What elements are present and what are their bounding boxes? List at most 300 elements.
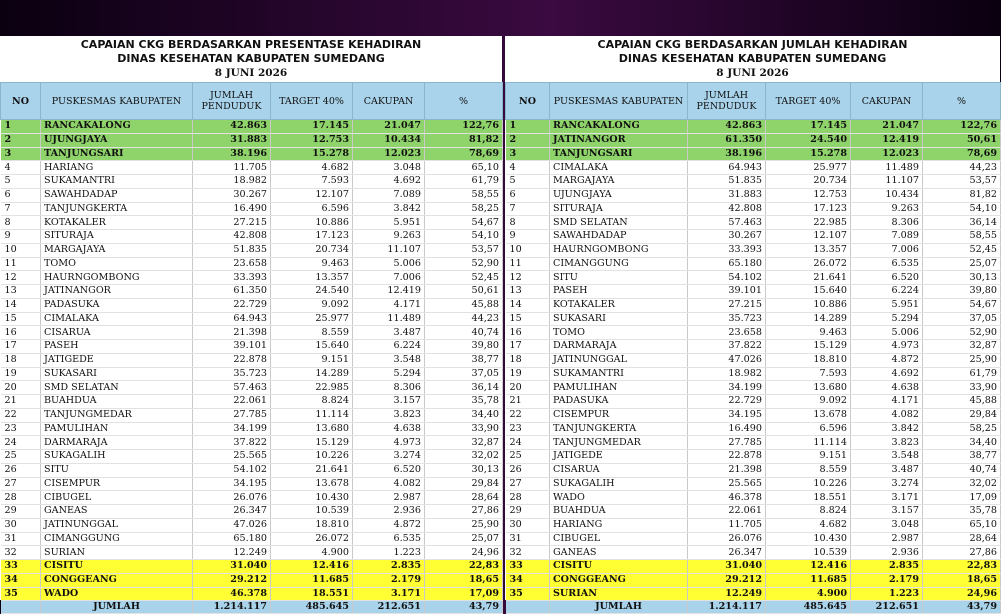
left-table-row[interactable]	[1, 546, 503, 560]
left-table-row[interactable]	[1, 243, 503, 257]
left-table-row[interactable]	[1, 353, 503, 367]
right-table-row[interactable]	[506, 202, 1001, 216]
left-table-row[interactable]	[1, 133, 503, 147]
left-table-row[interactable]	[1, 147, 503, 161]
right-cell-puskesmas: HAURNGOMBONG	[550, 243, 688, 257]
right-cell-cakupan: 3.823	[851, 436, 923, 450]
right-table-row[interactable]	[506, 422, 1001, 436]
left-cell-jumlah: 26.076	[193, 491, 271, 505]
right-cell-persen: 45,88	[923, 395, 1001, 409]
left-cell-no: 29	[1, 505, 41, 519]
right-cell-puskesmas: SITU	[550, 271, 688, 285]
left-cell-puskesmas: HARIANG	[41, 161, 193, 175]
left-cell-jumlah: 37.822	[193, 436, 271, 450]
right-cell-persen: 54,67	[923, 298, 1001, 312]
right-cell-persen: 34,40	[923, 436, 1001, 450]
right-table-row[interactable]	[506, 381, 1001, 395]
right-cell-jumlah: 42.863	[688, 120, 766, 134]
right-cell-persen: 40,74	[923, 463, 1001, 477]
right-cell-cakupan: 11.489	[851, 161, 923, 175]
left-cell-target: 17.145	[271, 120, 353, 134]
right-cell-target: 15.278	[766, 147, 851, 161]
right-total-persen: 43,79	[923, 601, 1001, 614]
left-cell-puskesmas: SAWAHDADAP	[41, 188, 193, 202]
left-table-row[interactable]	[1, 491, 503, 505]
left-cell-jumlah: 29.212	[193, 573, 271, 587]
right-cell-no: 11	[506, 257, 550, 271]
left-table-body	[1, 120, 503, 614]
right-table-row[interactable]	[506, 230, 1001, 244]
left-cell-puskesmas: PADASUKA	[41, 298, 193, 312]
right-cell-puskesmas: PADASUKA	[550, 395, 688, 409]
left-table-row[interactable]	[1, 560, 503, 574]
left-header-cakupan[interactable]: CAKUPAN	[353, 83, 425, 120]
left-cell-persen: 17,09	[425, 587, 503, 601]
left-table-row[interactable]	[1, 216, 503, 230]
left-cell-persen: 52,90	[425, 257, 503, 271]
left-cell-target: 9.151	[271, 353, 353, 367]
left-table-row[interactable]	[1, 120, 503, 134]
right-cell-cakupan: 11.107	[851, 175, 923, 189]
left-cell-target: 17.123	[271, 230, 353, 244]
right-total-empty	[506, 601, 550, 614]
right-table-row[interactable]	[506, 463, 1001, 477]
left-cell-jumlah: 35.723	[193, 367, 271, 381]
right-cell-no: 15	[506, 312, 550, 326]
right-table	[505, 82, 1001, 614]
left-table-row[interactable]	[1, 312, 503, 326]
right-cell-persen: 29,84	[923, 408, 1001, 422]
left-cell-persen: 34,40	[425, 408, 503, 422]
right-cell-puskesmas: TOMO	[550, 326, 688, 340]
left-cell-cakupan: 3.487	[353, 326, 425, 340]
right-table-row[interactable]	[506, 491, 1001, 505]
left-cell-cakupan: 4.973	[353, 436, 425, 450]
right-cell-no: 19	[506, 367, 550, 381]
left-table-row[interactable]	[1, 450, 503, 464]
right-cell-jumlah: 33.393	[688, 243, 766, 257]
left-cell-jumlah: 22.729	[193, 298, 271, 312]
right-cell-no: 25	[506, 450, 550, 464]
left-cell-target: 24.540	[271, 285, 353, 299]
left-cell-persen: 81,82	[425, 133, 503, 147]
right-cell-puskesmas: GANEAS	[550, 546, 688, 560]
left-table-row[interactable]	[1, 408, 503, 422]
left-cell-jumlah: 31.883	[193, 133, 271, 147]
left-table-row[interactable]	[1, 573, 503, 587]
left-table-row[interactable]	[1, 340, 503, 354]
left-cell-no: 26	[1, 463, 41, 477]
left-cell-puskesmas: JATINUNGGAL	[41, 518, 193, 532]
left-cell-puskesmas: PASEH	[41, 340, 193, 354]
left-cell-puskesmas: SURIAN	[41, 546, 193, 560]
right-cell-cakupan: 4.872	[851, 353, 923, 367]
right-cell-cakupan: 2.179	[851, 573, 923, 587]
right-cell-no: 33	[506, 560, 550, 574]
left-cell-target: 7.593	[271, 175, 353, 189]
right-total-cakupan: 212.651	[851, 601, 923, 614]
left-cell-no: 17	[1, 340, 41, 354]
left-cell-no: 32	[1, 546, 41, 560]
left-cell-persen: 36,14	[425, 381, 503, 395]
right-cell-puskesmas: KOTAKALER	[550, 298, 688, 312]
right-cell-no: 10	[506, 243, 550, 257]
left-cell-puskesmas: HAURNGOMBONG	[41, 271, 193, 285]
left-cell-persen: 40,74	[425, 326, 503, 340]
right-cell-cakupan: 6.224	[851, 285, 923, 299]
left-cell-cakupan: 2.936	[353, 505, 425, 519]
left-cell-no: 34	[1, 573, 41, 587]
left-cell-puskesmas: SUKAGALIH	[41, 450, 193, 464]
right-cell-jumlah: 51.835	[688, 175, 766, 189]
right-header-persen[interactable]: %	[923, 83, 1001, 120]
left-table-row[interactable]	[1, 271, 503, 285]
right-cell-target: 7.593	[766, 367, 851, 381]
right-cell-jumlah: 37.822	[688, 340, 766, 354]
left-table-row[interactable]	[1, 161, 503, 175]
left-table-row[interactable]	[1, 230, 503, 244]
right-header-puskesmas[interactable]: PUSKESMAS KABUPATEN	[550, 83, 688, 120]
left-header-puskesmas[interactable]: PUSKESMAS KABUPATEN	[41, 83, 193, 120]
left-table-row[interactable]	[1, 587, 503, 601]
right-cell-persen: 38,77	[923, 450, 1001, 464]
left-cell-no: 1	[1, 120, 41, 134]
left-cell-cakupan: 5.951	[353, 216, 425, 230]
right-cell-puskesmas: SAWAHDADAP	[550, 230, 688, 244]
right-table-row[interactable]	[506, 546, 1001, 560]
left-cell-no: 6	[1, 188, 41, 202]
right-cell-persen: 54,10	[923, 202, 1001, 216]
left-total-cakupan: 212.651	[353, 601, 425, 614]
right-cell-puskesmas: SMD SELATAN	[550, 216, 688, 230]
left-cell-target: 21.641	[271, 463, 353, 477]
left-header-persen[interactable]: %	[425, 83, 503, 120]
left-table-row[interactable]	[1, 518, 503, 532]
right-table-row[interactable]	[506, 560, 1001, 574]
left-cell-persen: 25,90	[425, 518, 503, 532]
right-header-jumlah[interactable]: JUMLAH PENDUDUK	[688, 83, 766, 120]
right-cell-target: 26.072	[766, 257, 851, 271]
left-table-row[interactable]	[1, 422, 503, 436]
right-table-row[interactable]	[506, 271, 1001, 285]
right-cell-persen: 53,57	[923, 175, 1001, 189]
left-cell-no: 7	[1, 202, 41, 216]
right-cell-puskesmas: HARIANG	[550, 518, 688, 532]
left-cell-no: 15	[1, 312, 41, 326]
left-cell-cakupan: 5.006	[353, 257, 425, 271]
right-cell-target: 9.092	[766, 395, 851, 409]
left-cell-cakupan: 11.489	[353, 312, 425, 326]
left-cell-puskesmas: BUAHDUA	[41, 395, 193, 409]
left-cell-target: 20.734	[271, 243, 353, 257]
right-cell-jumlah: 22.061	[688, 505, 766, 519]
left-cell-jumlah: 42.863	[193, 120, 271, 134]
right-cell-jumlah: 38.196	[688, 147, 766, 161]
left-cell-puskesmas: UJUNGJAYA	[41, 133, 193, 147]
right-table-row[interactable]	[506, 367, 1001, 381]
right-cell-no: 35	[506, 587, 550, 601]
left-cell-puskesmas: PAMULIHAN	[41, 422, 193, 436]
left-cell-cakupan: 4.692	[353, 175, 425, 189]
left-cell-persen: 29,84	[425, 477, 503, 491]
right-cell-jumlah: 57.463	[688, 216, 766, 230]
right-cell-jumlah: 30.267	[688, 230, 766, 244]
left-cell-target: 12.753	[271, 133, 353, 147]
left-cell-puskesmas: TANJUNGMEDAR	[41, 408, 193, 422]
right-cell-puskesmas: CONGGEANG	[550, 573, 688, 587]
right-cell-target: 15.640	[766, 285, 851, 299]
left-table	[0, 82, 503, 614]
right-cell-puskesmas: MARGAJAYA	[550, 175, 688, 189]
right-cell-no: 2	[506, 133, 550, 147]
left-cell-cakupan: 21.047	[353, 120, 425, 134]
right-table-row[interactable]	[506, 298, 1001, 312]
right-header-no[interactable]: NO	[506, 83, 550, 120]
right-total-row	[506, 601, 1001, 614]
right-cell-target: 9.151	[766, 450, 851, 464]
left-table-row[interactable]	[1, 188, 503, 202]
left-cell-no: 20	[1, 381, 41, 395]
left-cell-jumlah: 23.658	[193, 257, 271, 271]
right-cell-puskesmas: PAMULIHAN	[550, 381, 688, 395]
right-cell-cakupan: 10.434	[851, 188, 923, 202]
right-cell-cakupan: 2.835	[851, 560, 923, 574]
right-cell-jumlah: 47.026	[688, 353, 766, 367]
right-cell-no: 34	[506, 573, 550, 587]
left-title-block	[0, 36, 502, 82]
right-cell-no: 22	[506, 408, 550, 422]
left-cell-cakupan: 3.157	[353, 395, 425, 409]
right-cell-target: 12.753	[766, 188, 851, 202]
left-cell-no: 3	[1, 147, 41, 161]
right-cell-target: 13.680	[766, 381, 851, 395]
left-cell-jumlah: 25.565	[193, 450, 271, 464]
left-cell-jumlah: 47.026	[193, 518, 271, 532]
left-table-row[interactable]	[1, 463, 503, 477]
right-cell-no: 20	[506, 381, 550, 395]
left-cell-cakupan: 3.823	[353, 408, 425, 422]
right-table-row[interactable]	[506, 175, 1001, 189]
left-header-target[interactable]: TARGET 40%	[271, 83, 353, 120]
right-table-row[interactable]	[506, 133, 1001, 147]
right-table-row[interactable]	[506, 188, 1001, 202]
left-table-row[interactable]	[1, 381, 503, 395]
left-cell-persen: 35,78	[425, 395, 503, 409]
left-cell-no: 12	[1, 271, 41, 285]
left-cell-cakupan: 12.023	[353, 147, 425, 161]
right-cell-no: 30	[506, 518, 550, 532]
right-table-row[interactable]	[506, 353, 1001, 367]
left-cell-no: 33	[1, 560, 41, 574]
left-table-row[interactable]	[1, 298, 503, 312]
right-cell-no: 24	[506, 436, 550, 450]
right-cell-no: 7	[506, 202, 550, 216]
left-cell-puskesmas: SITURAJA	[41, 230, 193, 244]
left-cell-puskesmas: TOMO	[41, 257, 193, 271]
right-table-row[interactable]	[506, 532, 1001, 546]
left-cell-cakupan: 3.842	[353, 202, 425, 216]
left-cell-cakupan: 8.306	[353, 381, 425, 395]
left-cell-target: 15.129	[271, 436, 353, 450]
right-title: CAPAIAN CKG BERDASARKAN JUMLAH KEHADIRAN	[597, 38, 908, 51]
left-cell-persen: 30,13	[425, 463, 503, 477]
left-cell-jumlah: 16.490	[193, 202, 271, 216]
left-header-jumlah[interactable]: JUMLAH PENDUDUK	[193, 83, 271, 120]
right-table-row[interactable]	[506, 257, 1001, 271]
left-table-row[interactable]	[1, 175, 503, 189]
left-table-row[interactable]	[1, 395, 503, 409]
right-cell-no: 12	[506, 271, 550, 285]
left-cell-persen: 27,86	[425, 505, 503, 519]
right-cell-jumlah: 39.101	[688, 285, 766, 299]
left-cell-jumlah: 57.463	[193, 381, 271, 395]
right-table-row[interactable]	[506, 518, 1001, 532]
left-cell-no: 13	[1, 285, 41, 299]
right-subtitle: DINAS KESEHATAN KABUPATEN SUMEDANG	[618, 52, 887, 65]
right-cell-persen: 18,65	[923, 573, 1001, 587]
left-cell-target: 4.682	[271, 161, 353, 175]
left-cell-jumlah: 54.102	[193, 463, 271, 477]
left-total-target: 485.645	[271, 601, 353, 614]
right-table-row[interactable]	[506, 120, 1001, 134]
right-cell-cakupan: 4.171	[851, 395, 923, 409]
left-cell-target: 11.685	[271, 573, 353, 587]
right-table-row[interactable]	[506, 147, 1001, 161]
left-cell-no: 11	[1, 257, 41, 271]
left-cell-no: 19	[1, 367, 41, 381]
left-table-row[interactable]	[1, 367, 503, 381]
left-date: 8 JUNI 2026	[214, 67, 288, 79]
left-cell-puskesmas: SITU	[41, 463, 193, 477]
left-cell-persen: 38,77	[425, 353, 503, 367]
right-table-row[interactable]	[506, 573, 1001, 587]
right-header-cakupan[interactable]: CAKUPAN	[851, 83, 923, 120]
right-cell-persen: 25,90	[923, 353, 1001, 367]
right-cell-puskesmas: RANCAKALONG	[550, 120, 688, 134]
left-cell-no: 35	[1, 587, 41, 601]
left-header-row	[1, 83, 503, 120]
right-table-row[interactable]	[506, 312, 1001, 326]
left-total-jumlah: 1.214.117	[193, 601, 271, 614]
right-table-row[interactable]	[506, 395, 1001, 409]
left-cell-target: 18.551	[271, 587, 353, 601]
right-table-row[interactable]	[506, 243, 1001, 257]
right-cell-no: 28	[506, 491, 550, 505]
right-cell-puskesmas: DARMARAJA	[550, 340, 688, 354]
right-table-row[interactable]	[506, 340, 1001, 354]
left-cell-cakupan: 10.434	[353, 133, 425, 147]
left-panel	[0, 36, 502, 613]
right-table-row[interactable]	[506, 216, 1001, 230]
left-table-row[interactable]	[1, 505, 503, 519]
left-cell-no: 14	[1, 298, 41, 312]
left-cell-puskesmas: CIMANGGUNG	[41, 532, 193, 546]
right-date: 8 JUNI 2026	[716, 67, 789, 79]
left-cell-no: 31	[1, 532, 41, 546]
right-cell-puskesmas: CIMALAKA	[550, 161, 688, 175]
right-cell-cakupan: 12.023	[851, 147, 923, 161]
right-cell-cakupan: 4.638	[851, 381, 923, 395]
left-table-row[interactable]	[1, 532, 503, 546]
right-cell-no: 23	[506, 422, 550, 436]
left-cell-target: 4.900	[271, 546, 353, 560]
right-table-row[interactable]	[506, 436, 1001, 450]
right-cell-cakupan: 3.548	[851, 450, 923, 464]
right-table-row[interactable]	[506, 505, 1001, 519]
left-cell-target: 9.463	[271, 257, 353, 271]
right-cell-cakupan: 7.006	[851, 243, 923, 257]
left-table-row[interactable]	[1, 202, 503, 216]
left-table-row[interactable]	[1, 326, 503, 340]
right-table-row[interactable]	[506, 285, 1001, 299]
left-cell-persen: 25,07	[425, 532, 503, 546]
left-cell-cakupan: 3.274	[353, 450, 425, 464]
left-cell-persen: 58,25	[425, 202, 503, 216]
right-cell-target: 4.900	[766, 587, 851, 601]
right-cell-no: 29	[506, 505, 550, 519]
left-cell-cakupan: 4.171	[353, 298, 425, 312]
right-cell-persen: 32,02	[923, 477, 1001, 491]
right-cell-jumlah: 22.878	[688, 450, 766, 464]
left-cell-target: 9.092	[271, 298, 353, 312]
left-cell-persen: 61,79	[425, 175, 503, 189]
right-cell-puskesmas: UJUNGJAYA	[550, 188, 688, 202]
right-cell-target: 10.886	[766, 298, 851, 312]
left-cell-cakupan: 3.171	[353, 587, 425, 601]
left-cell-target: 15.278	[271, 147, 353, 161]
right-table-row[interactable]	[506, 450, 1001, 464]
left-cell-no: 27	[1, 477, 41, 491]
left-total-row	[1, 601, 503, 614]
right-table-row[interactable]	[506, 587, 1001, 601]
left-cell-cakupan: 5.294	[353, 367, 425, 381]
left-cell-jumlah: 34.195	[193, 477, 271, 491]
right-table-row[interactable]	[506, 161, 1001, 175]
right-table-row[interactable]	[506, 477, 1001, 491]
right-cell-jumlah: 26.076	[688, 532, 766, 546]
right-cell-persen: 50,61	[923, 133, 1001, 147]
left-table-row[interactable]	[1, 477, 503, 491]
right-cell-persen: 17,09	[923, 491, 1001, 505]
right-table-row[interactable]	[506, 326, 1001, 340]
right-cell-no: 26	[506, 463, 550, 477]
right-table-row[interactable]	[506, 408, 1001, 422]
left-header-no[interactable]: NO	[1, 83, 41, 120]
right-cell-target: 12.107	[766, 230, 851, 244]
right-cell-puskesmas: JATINUNGGAL	[550, 353, 688, 367]
left-table-row[interactable]	[1, 436, 503, 450]
left-table-row[interactable]	[1, 257, 503, 271]
right-header-target[interactable]: TARGET 40%	[766, 83, 851, 120]
left-cell-target: 18.810	[271, 518, 353, 532]
left-cell-cakupan: 4.872	[353, 518, 425, 532]
right-cell-cakupan: 6.520	[851, 271, 923, 285]
right-cell-target: 25.977	[766, 161, 851, 175]
left-cell-no: 30	[1, 518, 41, 532]
left-cell-cakupan: 4.082	[353, 477, 425, 491]
right-cell-persen: 24,96	[923, 587, 1001, 601]
right-total-label: JUMLAH	[550, 601, 688, 614]
left-cell-puskesmas: DARMARAJA	[41, 436, 193, 450]
right-cell-jumlah: 26.347	[688, 546, 766, 560]
right-cell-jumlah: 34.195	[688, 408, 766, 422]
right-cell-persen: 58,25	[923, 422, 1001, 436]
right-cell-cakupan: 3.487	[851, 463, 923, 477]
left-table-row[interactable]	[1, 285, 503, 299]
right-cell-target: 15.129	[766, 340, 851, 354]
left-cell-target: 10.430	[271, 491, 353, 505]
right-cell-persen: 61,79	[923, 367, 1001, 381]
